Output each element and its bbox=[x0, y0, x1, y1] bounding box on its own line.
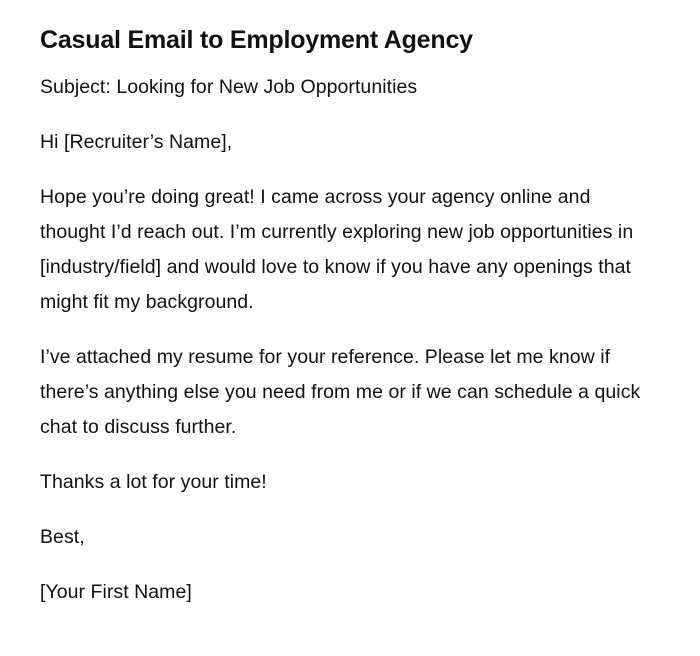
page-title: Casual Email to Employment Agency bbox=[40, 26, 473, 54]
email-subject: Subject: Looking for New Job Opportunities bbox=[40, 76, 418, 98]
email-document bbox=[40, 22, 660, 630]
email-body-paragraph-1: Hope you’re doing great! I came across your agency online and thought I’d reach out. I’m currently exploring new job opportunities in [industry/field] and would love to know if you have any openings that might fit my background. bbox=[40, 186, 634, 313]
email-body-paragraph-2: I’ve attached my resume for your reference. Please let me know if there’s anything else you need from me or if we can schedule a quick chat to discuss further. bbox=[40, 346, 641, 438]
email-signature: [Your First Name] bbox=[40, 581, 192, 603]
email-closing: Best, bbox=[40, 526, 85, 548]
email-thanks: Thanks a lot for your time! bbox=[40, 471, 267, 493]
email-greeting: Hi [Recruiter’s Name], bbox=[40, 131, 233, 153]
